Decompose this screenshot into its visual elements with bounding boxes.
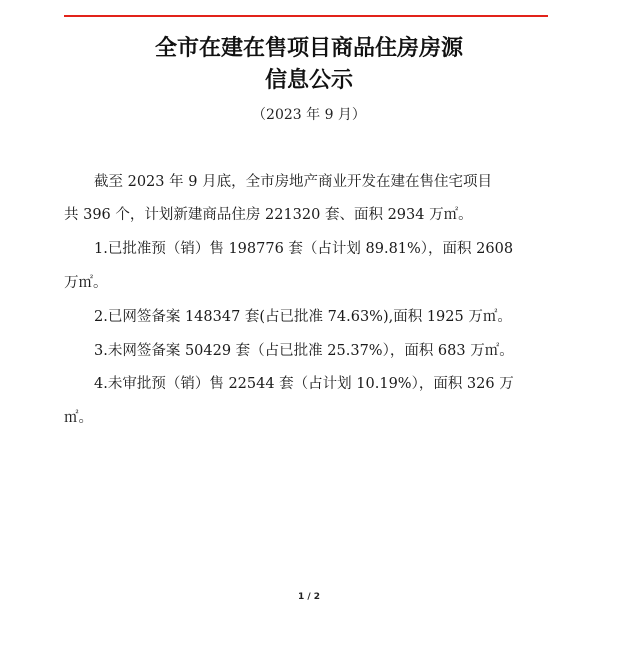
- document-title-line-1: 全市在建在售项目商品住房房源: [154, 36, 463, 61]
- intro-paragraph-line-1: 截至 2023 年 9 月底，全市房地产商业开发在建在售住宅项目: [94, 174, 493, 190]
- intro-paragraph-line-2: 共 396 个，计划新建商品住房 221320 套、面积 2934 万㎡。: [64, 207, 473, 223]
- page-number: 1 / 2: [297, 592, 321, 602]
- item-1-line-1: 1.已批准预（销）售 198776 套（占计划 89.81%），面积 2608: [94, 241, 514, 257]
- item-3: 3.未网签备案 50429 套（占已批准 25.37%），面积 683 万㎡。: [94, 343, 514, 359]
- document-date: （2023 年 9 月）: [252, 107, 366, 123]
- item-2: 2.已网签备案 148347 套(占已批准 74.63%),面积 1925 万㎡。: [94, 309, 512, 325]
- document-title-line-2: 信息公示: [264, 68, 353, 93]
- header-red-rule: [64, 15, 548, 17]
- item-1-line-2: 万㎡。: [64, 275, 108, 291]
- item-4-line-1: 4.未审批预（销）售 22544 套（占计划 10.19%），面积 326 万: [94, 376, 514, 392]
- item-4-line-2: ㎡。: [64, 410, 93, 426]
